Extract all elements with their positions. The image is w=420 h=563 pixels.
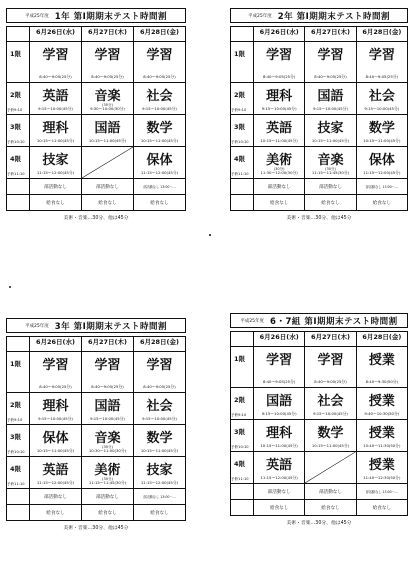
subject-time: 10:15〜11:00(45分) xyxy=(260,138,298,143)
subject-name: 社会 xyxy=(146,89,173,104)
subject-name: 技家 xyxy=(42,153,69,168)
subject-time: 9:15〜10:00(45分) xyxy=(364,106,400,111)
period-row xyxy=(7,83,186,115)
club-activity: 部活動なし xyxy=(254,484,305,500)
club-activity: 部活動なし xyxy=(30,179,82,195)
sheet-footer: 美術・音楽…30分、他は45分 xyxy=(286,216,352,221)
club-activity: 部活動なし 13:00〜… xyxy=(356,179,407,195)
subject-time: 8:40〜9:05(25分) xyxy=(262,74,296,79)
subject-time: 11:15〜12:00(45分) xyxy=(36,170,75,175)
bell-time: 予鈴10:10 xyxy=(7,450,25,454)
period-label-cell xyxy=(231,347,254,388)
subject-time: 10:40〜11:30(50分) xyxy=(363,443,401,448)
lunch-status: 給食なし xyxy=(305,195,356,211)
subject-time: 8:40〜9:30(50分) xyxy=(365,379,399,384)
period-label-cell xyxy=(7,115,30,147)
sheet-header xyxy=(6,8,186,23)
subject-cell xyxy=(30,83,82,115)
subject-time: 8:40〜9:05(25分) xyxy=(91,74,124,79)
bell-time: 予鈴9:10 xyxy=(231,413,247,417)
subject-cell xyxy=(305,115,356,147)
lunch-status: 給食なし xyxy=(254,500,305,516)
lunch-row xyxy=(231,500,408,516)
era-label: 平成25年度 xyxy=(240,318,265,324)
date-header: 6月28日(金) xyxy=(134,27,186,42)
club-row xyxy=(231,484,408,500)
period-label-cell xyxy=(231,115,254,147)
subject-name: 授業 xyxy=(368,458,395,473)
lunch-status: 給食なし xyxy=(356,195,407,211)
period-row xyxy=(231,452,408,484)
corner-cell xyxy=(231,332,254,347)
subject-cell xyxy=(305,420,356,452)
subject-time: 9:15〜10:00(45分) xyxy=(38,106,73,111)
bell-time: 予鈴11:10 xyxy=(231,172,249,176)
subject-cell xyxy=(134,83,186,115)
club-row xyxy=(7,489,186,505)
subject-time: 11:15〜12:00(45分) xyxy=(140,170,179,175)
subject-cell xyxy=(30,457,82,489)
club-row xyxy=(7,179,186,195)
lunch-row xyxy=(7,505,186,521)
subject-name: 国語 xyxy=(94,121,121,136)
lunch-status: 給食なし xyxy=(82,195,134,211)
bell-time: 予鈴10:10 xyxy=(7,140,25,144)
corner-cell xyxy=(231,27,254,42)
subject-time: 9:15〜10:00(45分) xyxy=(142,416,177,421)
subject-time: 8:40〜9:05(25分) xyxy=(143,384,176,389)
bell-time: 予鈴10:10 xyxy=(231,140,249,144)
subject-name: 音楽 xyxy=(94,431,121,446)
period-label-cell xyxy=(231,147,254,179)
subject-name: 英語 xyxy=(42,463,69,478)
subject-name: 学習 xyxy=(266,353,293,368)
lunch-status: 給食なし xyxy=(82,505,134,521)
period-label-cell xyxy=(7,147,30,179)
subject-cell xyxy=(356,452,407,484)
subject-name: 理科 xyxy=(266,89,293,104)
corner-cell xyxy=(7,27,30,42)
subject-time: 8:40〜9:05(25分) xyxy=(262,379,296,384)
subject-name: 社会 xyxy=(146,399,173,414)
sheet-title: 1年 第Ⅰ期期末テスト時間割 xyxy=(54,11,167,22)
bell-time: 予鈴9:10 xyxy=(7,108,23,112)
lunch-status: 給食なし xyxy=(254,195,305,211)
subject-name: 学習 xyxy=(146,48,173,63)
lunch-label-cell xyxy=(7,195,30,211)
subject-cell xyxy=(356,115,407,147)
sheet-header xyxy=(6,318,186,333)
subject-name: 理科 xyxy=(266,426,293,441)
subject-time: 11:15〜12:00(45分) xyxy=(36,480,75,485)
club-activity: 部活動なし 13:00〜… xyxy=(134,179,186,195)
period-label-cell xyxy=(7,83,30,115)
subject-time: 11:15〜11:45(30分) xyxy=(88,480,127,485)
date-header: 6月26日(水) xyxy=(30,27,82,42)
subject-time: 10:15〜11:00(45分) xyxy=(311,138,350,143)
subject-name: 授業 xyxy=(368,426,395,441)
subject-cell xyxy=(356,420,407,452)
subject-cell xyxy=(30,147,82,179)
subject-name: 国語 xyxy=(94,399,121,414)
date-header: 6月27日(木) xyxy=(82,27,134,42)
subject-cell xyxy=(82,393,134,425)
subject-cell xyxy=(134,425,186,457)
subject-time: 8:40〜9:05(25分) xyxy=(91,384,124,389)
sheet-header xyxy=(230,8,408,23)
subject-cell xyxy=(134,352,186,393)
subject-name: 国語 xyxy=(266,394,293,409)
subject-name: 授業 xyxy=(368,353,395,368)
subject-cell xyxy=(254,420,305,452)
date-header: 6月28日(金) xyxy=(356,27,407,42)
subject-name: 学習 xyxy=(94,48,121,63)
subject-time: 10:15〜11:00(45分) xyxy=(36,138,75,143)
subject-time: 11:30〜12:00(30分) xyxy=(260,170,298,175)
subject-name: 社会 xyxy=(317,394,344,409)
sheet-footer: 美術・音楽…30分、他は45分 xyxy=(63,526,129,531)
period-label-cell xyxy=(231,83,254,115)
lunch-label-cell xyxy=(231,500,254,516)
diagonal-slash xyxy=(305,452,355,483)
period-label: 2限 xyxy=(234,91,246,99)
bell-time: 予鈴11:10 xyxy=(231,477,249,481)
sheet-header xyxy=(230,313,408,328)
subject-name: 音楽 xyxy=(317,153,344,168)
subject-name: 理科 xyxy=(42,121,69,136)
period-label: 3限 xyxy=(10,123,22,131)
subject-name: 学習 xyxy=(317,353,344,368)
club-label-cell xyxy=(7,489,30,505)
lunch-status: 給食なし xyxy=(134,195,186,211)
period-label-cell xyxy=(231,42,254,83)
lunch-status: 給食なし xyxy=(30,505,82,521)
subject-time: 10:15〜11:00(45分) xyxy=(140,448,179,453)
club-activity: 部活動なし xyxy=(82,489,134,505)
period-label: 1限 xyxy=(10,360,22,368)
period-row xyxy=(231,420,408,452)
period-row xyxy=(231,83,408,115)
period-label-cell xyxy=(7,425,30,457)
period-label: 2限 xyxy=(10,401,22,409)
subject-duration-note: (30分) xyxy=(273,167,285,171)
club-activity: 部活動なし xyxy=(254,179,305,195)
scan-speck xyxy=(209,234,211,236)
subject-cell xyxy=(134,42,186,83)
subject-name: 国語 xyxy=(317,89,344,104)
subject-time: 8:40〜9:05(25分) xyxy=(39,74,72,79)
date-header: 6月27日(木) xyxy=(305,332,356,347)
subject-cell xyxy=(82,425,134,457)
subject-time: 10:15〜11:00(45分) xyxy=(363,138,401,143)
period-label: 3限 xyxy=(234,123,246,131)
club-activity: 部活動なし xyxy=(305,179,356,195)
subject-time: 9:15〜10:00(45分) xyxy=(142,106,177,111)
subject-cell xyxy=(305,83,356,115)
subject-time: 8:40〜9:05(25分) xyxy=(143,74,176,79)
club-activity: 部活動なし 13:00〜… xyxy=(134,489,186,505)
subject-time: 10:15〜11:00(45分) xyxy=(36,448,75,453)
subject-time: 11:15〜11:45(30分) xyxy=(311,170,350,175)
subject-name: 学習 xyxy=(42,48,69,63)
subject-time: 11:15〜12:00(45分) xyxy=(260,475,298,480)
subject-time: 11:15〜12:00(45分) xyxy=(140,480,179,485)
subject-cell xyxy=(356,347,407,388)
date-header: 6月27日(木) xyxy=(82,337,134,352)
date-row xyxy=(7,337,186,352)
club-label-cell xyxy=(231,484,254,500)
club-label-cell xyxy=(231,179,254,195)
subject-name: 社会 xyxy=(368,89,395,104)
subject-cell xyxy=(134,457,186,489)
subject-cell xyxy=(254,115,305,147)
subject-cell xyxy=(82,115,134,147)
subject-cell xyxy=(254,83,305,115)
subject-cell xyxy=(356,147,407,179)
subject-cell xyxy=(305,388,356,420)
period-row xyxy=(231,347,408,388)
period-label: 4限 xyxy=(10,465,22,473)
period-row xyxy=(7,393,186,425)
period-label-cell xyxy=(7,457,30,489)
period-label: 4限 xyxy=(234,155,246,163)
date-header: 6月26日(水) xyxy=(254,27,305,42)
period-label-cell xyxy=(231,452,254,484)
subject-time: 9:15〜10:00(45分) xyxy=(261,106,297,111)
date-row xyxy=(231,332,408,347)
period-row xyxy=(7,425,186,457)
period-row xyxy=(231,388,408,420)
subject-cell xyxy=(356,388,407,420)
subject-name: 学習 xyxy=(94,358,121,373)
subject-time: 9:15〜10:00(45分) xyxy=(313,106,348,111)
period-label-cell xyxy=(231,388,254,420)
subject-time: 8:40〜9:05(25分) xyxy=(314,379,347,384)
subject-name: 学習 xyxy=(42,358,69,373)
period-label-cell xyxy=(231,420,254,452)
date-row xyxy=(7,27,186,42)
subject-time: 9:15〜10:00(45分) xyxy=(261,411,297,416)
sheet-footer: 美術・音楽…30分、他は45分 xyxy=(63,216,129,221)
empty-slot-cell xyxy=(305,452,356,484)
period-label-cell xyxy=(7,393,30,425)
subject-time: 10:15〜11:00(45分) xyxy=(88,138,127,143)
lunch-label-cell xyxy=(7,505,30,521)
subject-cell xyxy=(254,42,305,83)
lunch-label-cell xyxy=(231,195,254,211)
subject-name: 理科 xyxy=(42,399,69,414)
subject-name: 美術 xyxy=(266,153,293,168)
era-label: 平成25年度 xyxy=(25,323,49,329)
subject-cell xyxy=(305,147,356,179)
date-header: 6月28日(金) xyxy=(356,332,407,347)
period-label: 3限 xyxy=(234,428,246,436)
period-row xyxy=(7,457,186,489)
subject-cell xyxy=(134,147,186,179)
subject-time: 10:15〜11:00(45分) xyxy=(260,443,298,448)
bell-time: 予鈴10:10 xyxy=(231,445,249,449)
subject-time: 10:30〜11:00(30分) xyxy=(88,448,127,453)
subject-cell xyxy=(134,115,186,147)
subject-cell xyxy=(82,457,134,489)
subject-name: 技家 xyxy=(317,121,344,136)
subject-name: 英語 xyxy=(266,121,293,136)
subject-cell xyxy=(356,42,407,83)
empty-slot-cell xyxy=(82,147,134,179)
subject-name: 授業 xyxy=(368,394,395,409)
timetable xyxy=(6,26,186,211)
subject-time: 10:15〜11:00(45分) xyxy=(311,443,350,448)
subject-time: 8:40〜9:05(25分) xyxy=(39,384,72,389)
bell-time: 予鈴11:10 xyxy=(7,172,25,176)
subject-name: 学習 xyxy=(146,358,173,373)
subject-cell xyxy=(134,393,186,425)
period-label: 2限 xyxy=(234,396,246,404)
period-row xyxy=(7,115,186,147)
period-label: 3限 xyxy=(10,433,22,441)
lunch-row xyxy=(7,195,186,211)
corner-cell xyxy=(7,337,30,352)
subject-name: 数学 xyxy=(146,431,173,446)
subject-name: 技家 xyxy=(146,463,173,478)
lunch-status: 給食なし xyxy=(134,505,186,521)
timetable-sheet-grade3 xyxy=(6,318,186,531)
subject-cell xyxy=(30,393,82,425)
lunch-status: 給食なし xyxy=(356,500,407,516)
period-label: 1限 xyxy=(234,355,246,363)
period-label: 1限 xyxy=(10,50,22,58)
subject-cell xyxy=(30,425,82,457)
subject-time: 8:40〜9:05(25分) xyxy=(314,74,347,79)
period-label-cell xyxy=(7,352,30,393)
subject-name: 数学 xyxy=(368,121,395,136)
subject-name: 保体 xyxy=(42,431,69,446)
period-label: 2限 xyxy=(10,91,22,99)
date-header: 6月26日(水) xyxy=(30,337,82,352)
lunch-row xyxy=(231,195,408,211)
subject-name: 美術 xyxy=(94,463,121,478)
club-label-cell xyxy=(7,179,30,195)
lunch-status: 給食なし xyxy=(30,195,82,211)
subject-cell xyxy=(254,388,305,420)
era-label: 平成25年度 xyxy=(25,13,49,19)
timetable xyxy=(230,331,408,516)
period-row xyxy=(7,147,186,179)
sheet-footer: 美術・音楽…30分、他は45分 xyxy=(286,521,352,526)
period-row xyxy=(231,115,408,147)
sheet-title: 3年 第Ⅰ期期末テスト時間割 xyxy=(54,321,167,332)
diagonal-slash xyxy=(82,147,133,178)
subject-time: 9:40〜10:30(50分) xyxy=(364,411,400,416)
period-label: 4限 xyxy=(10,155,22,163)
era-label: 平成25年度 xyxy=(248,13,272,19)
subject-duration-note: (30分) xyxy=(102,103,113,107)
sheet-title: 2年 第Ⅰ期期末テスト時間割 xyxy=(277,11,390,22)
subject-duration-note: (30分) xyxy=(102,477,113,481)
subject-cell xyxy=(82,352,134,393)
bell-time: 予鈴9:10 xyxy=(231,108,247,112)
date-header: 6月28日(金) xyxy=(134,337,186,352)
timetable-sheet-grade2 xyxy=(230,8,408,221)
subject-cell xyxy=(254,347,305,388)
subject-time: 10:15〜11:00(45分) xyxy=(140,138,179,143)
subject-cell xyxy=(356,83,407,115)
subject-cell xyxy=(305,42,356,83)
club-activity: 部活動なし 13:00〜… xyxy=(356,484,407,500)
subject-name: 英語 xyxy=(42,89,69,104)
club-activity: 部活動なし xyxy=(305,484,356,500)
subject-cell xyxy=(30,115,82,147)
club-activity: 部活動なし xyxy=(82,179,134,195)
subject-time: 11:40〜12:30(50分) xyxy=(363,475,401,480)
period-label: 1限 xyxy=(234,50,246,58)
timetable-sheet-class67 xyxy=(230,313,408,526)
bell-time: 予鈴9:10 xyxy=(7,418,23,422)
subject-time: 9:30〜10:00(30分) xyxy=(90,106,125,111)
date-row xyxy=(231,27,408,42)
subject-name: 数学 xyxy=(317,426,344,441)
timetable-sheet-grade1 xyxy=(6,8,186,221)
bell-time: 予鈴11:10 xyxy=(7,482,25,486)
period-label-cell xyxy=(7,42,30,83)
period-row xyxy=(7,352,186,393)
subject-cell xyxy=(254,452,305,484)
subject-cell xyxy=(82,83,134,115)
date-header: 6月27日(木) xyxy=(305,27,356,42)
subject-duration-note: (30分) xyxy=(325,167,336,171)
period-row xyxy=(231,42,408,83)
timetable xyxy=(6,336,186,521)
subject-name: 学習 xyxy=(368,48,395,63)
subject-name: 学習 xyxy=(266,48,293,63)
subject-cell xyxy=(254,147,305,179)
period-row xyxy=(7,42,186,83)
subject-name: 音楽 xyxy=(94,89,121,104)
subject-cell xyxy=(82,42,134,83)
subject-time: 9:15〜10:00(45分) xyxy=(38,416,73,421)
lunch-status: 給食なし xyxy=(305,500,356,516)
period-row xyxy=(231,147,408,179)
subject-time: 11:15〜12:00(45分) xyxy=(363,170,401,175)
subject-cell xyxy=(305,347,356,388)
sheet-title: 6・7組 第Ⅰ期期末テスト時間割 xyxy=(270,316,398,327)
subject-cell xyxy=(30,42,82,83)
subject-cell xyxy=(30,352,82,393)
club-activity: 部活動なし xyxy=(30,489,82,505)
subject-name: 英語 xyxy=(266,458,293,473)
subject-name: 学習 xyxy=(317,48,344,63)
subject-duration-note: (30分) xyxy=(102,445,113,449)
date-header: 6月26日(水) xyxy=(254,332,305,347)
timetable xyxy=(230,26,408,211)
subject-time: 9:15〜10:00(45分) xyxy=(90,416,125,421)
subject-name: 保体 xyxy=(146,153,173,168)
club-row xyxy=(231,179,408,195)
subject-time: 9:15〜10:00(45分) xyxy=(313,411,348,416)
scan-speck xyxy=(9,286,11,288)
subject-name: 保体 xyxy=(368,153,395,168)
period-label: 4限 xyxy=(234,460,246,468)
subject-name: 数学 xyxy=(146,121,173,136)
subject-time: 8:40〜9:05(25分) xyxy=(365,74,399,79)
